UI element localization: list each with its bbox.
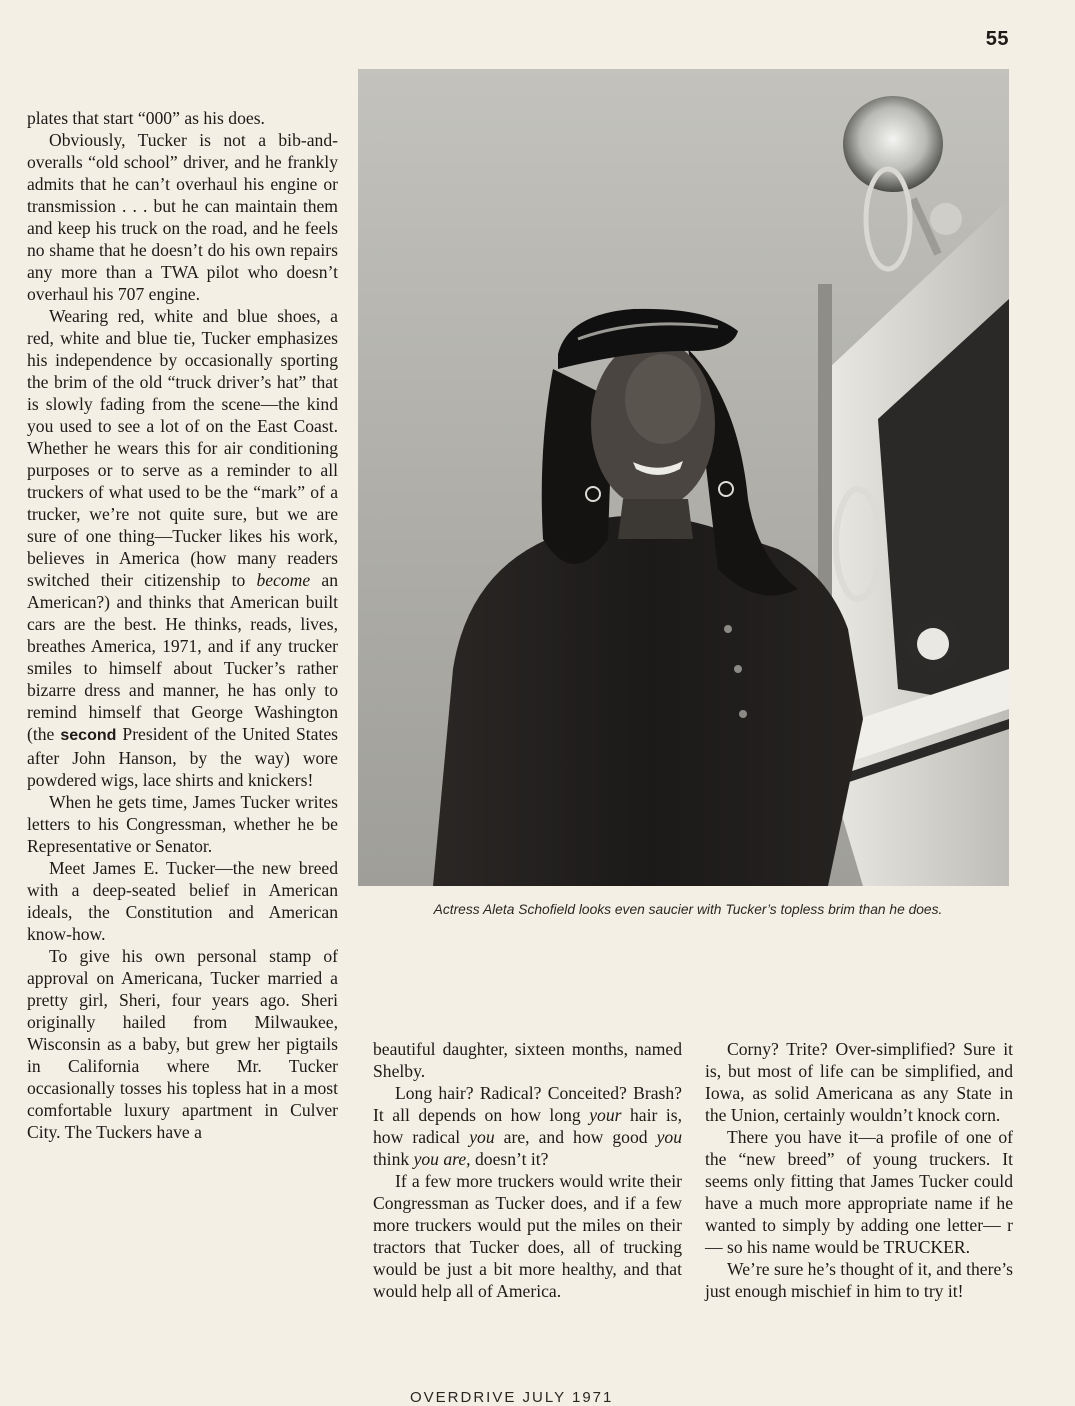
bold-text: second <box>60 727 117 744</box>
text-run: are, and how good <box>494 1127 657 1147</box>
emphasis-text: you <box>469 1127 495 1147</box>
paragraph <box>27 305 338 791</box>
paragraph: plates that start “000” as his does. <box>27 108 265 128</box>
text-run: President of the United States after John Hanson, by the way) wore powdered wigs, lace shirts and knickers! <box>27 724 338 790</box>
paragraph: To give his own personal stamp of approval on Americana, Tucker married a pretty girl, Sheri, four years ago. Sheri originally hailed from Milwaukee, Wisconsin as a baby, but grew her pigtails in California where Mr. Tucker occasionally tosses his topless hat in a most comfortable luxury apartment in Culver City. The Tuckers have a <box>27 946 338 1142</box>
emphasis-text: your <box>589 1105 622 1125</box>
headlamp <box>843 96 943 192</box>
article-column-3 <box>705 1038 1013 1302</box>
article-photo <box>358 69 1009 886</box>
text-run: Wearing red, white and blue shoes, a red, white and blue tie, Tucker emphasizes his independence by occasionally sporting the brim of the old “truck driver’s hat” that is slowly fading from the scene—the kind you used to see a lot of on the East Coast. Whether he wears this for air conditioning purposes or to serve as a reminder to all truckers of what used to be the “mark” of a trucker, we’re not quite sure, but we are sure of one thing—Tucker likes his work, believes in America (how many readers switched their citizenship to <box>27 306 338 590</box>
article-column-2 <box>373 1038 682 1302</box>
emphasis-text: you are, <box>413 1149 471 1169</box>
paragraph <box>373 1082 682 1170</box>
text-run: an American?) and thinks that American built cars are the best. He thinks, reads, lives, breathes America, 1971, and if any trucker smiles to himself about Tucker’s rather bizarre dress and manner, he has only to remind himself that George Washington (the <box>27 570 338 744</box>
paragraph: beautiful daughter, sixteen months, named Shelby. <box>373 1039 682 1081</box>
text-run: think <box>373 1149 414 1169</box>
paragraph: If a few more truckers would write their Congressman as Tucker does, and if a few more truckers would put the miles on their tractors that Tucker does, all of trucking would be just a bit more healthy, and that would help all of America. <box>373 1171 682 1301</box>
page-number: 55 <box>985 28 1009 50</box>
paragraph: There you have it—a profile of one of the “new breed” of young truckers. It seems only fitting that James Tucker could have a much more appropriate name if he wanted to simply by adding one letter— r — so his name would be TRUCKER. <box>705 1127 1013 1257</box>
emphasis-text: become <box>256 570 311 590</box>
photo-caption: Actress Aleta Schofield looks even saucier with Tucker’s topless brim than he does. <box>433 902 943 917</box>
article-column-1 <box>27 107 338 1143</box>
photo-illustration <box>358 69 1009 886</box>
page-footer: OVERDRIVE JULY 1971 <box>410 1389 614 1406</box>
paragraph: Obviously, Tucker is not a bib-and-overalls “old school” driver, and he frankly admits that he can’t overhaul his engine or transmission . . . but he can maintain them and keep his truck on the road, and he feels no shame that he doesn’t do his own repairs any more than a TWA pilot who doesn’t overhaul his 707 engine. <box>27 130 338 304</box>
paragraph: Meet James E. Tucker—the new breed with a deep-seated belief in American ideals, the Constitution and American know-how. <box>27 858 338 944</box>
paragraph: When he gets time, James Tucker writes letters to his Congressman, whether he be Representative or Senator. <box>27 792 338 856</box>
paragraph: Corny? Trite? Over-simplified? Sure it is, but most of life can be simplified, and Iowa, as solid Americana as any State in the Union, certainly wouldn’t knock corn. <box>705 1039 1013 1125</box>
text-run: doesn’t it? <box>470 1149 549 1169</box>
woman-figure <box>433 516 863 886</box>
text-run: Long hair? Radical? Conceited? Brash? It all depends on how long <box>373 1083 682 1125</box>
text-run: hair is, how radical <box>373 1105 682 1147</box>
paragraph: We’re sure he’s thought of it, and there’s just enough mischief in him to try it! <box>705 1259 1013 1301</box>
emphasis-text: you <box>656 1127 682 1147</box>
